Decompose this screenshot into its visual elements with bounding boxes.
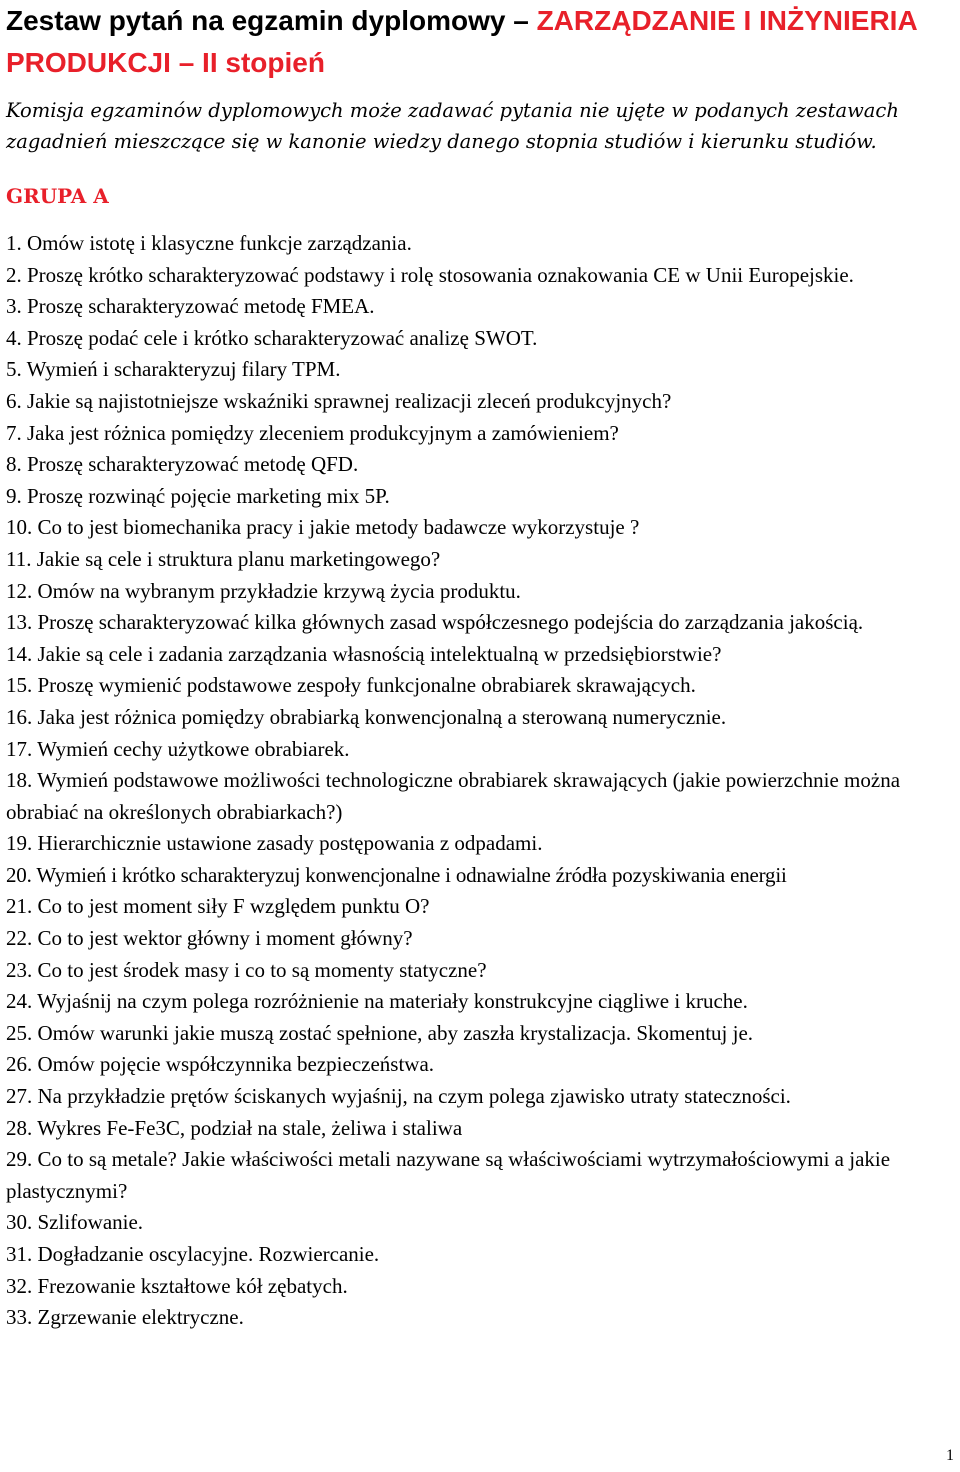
question-item: 28. Wykres Fe-Fe3C, podział na stale, żeliwa i staliwa bbox=[6, 1115, 463, 1140]
question-item: 2. Proszę krótko scharakteryzować podstawy i rolę stosowania oznakowania CE w Unii Europejskie. bbox=[6, 262, 854, 287]
question-item: 20. Wymień i krótko scharakteryzuj konwencjonalne i odnawialne źródła pozyskiwania energii bbox=[6, 862, 787, 887]
question-item: 10. Co to jest biomechanika pracy i jakie metody badawcze wykorzystuje ? bbox=[6, 515, 640, 540]
question-item: 6. Jakie są najistotniejsze wskaźniki sprawnej realizacji zleceń produkcyjnych? bbox=[6, 388, 672, 413]
question-item: 23. Co to jest środek masy i co to są momenty statyczne? bbox=[6, 957, 487, 982]
group-heading: GRUPA A bbox=[6, 184, 109, 208]
question-item: 5. Wymień i scharakteryzuj filary TPM. bbox=[6, 357, 341, 382]
question-item: 16. Jaka jest różnica pomiędzy obrabiarką konwencjonalną a sterowaną numerycznie. bbox=[6, 704, 727, 729]
question-item: 24. Wyjaśnij na czym polega rozróżnienie na materiały konstrukcyjne ciągliwe i kruche. bbox=[6, 989, 748, 1014]
question-item: 9. Proszę rozwinąć pojęcie marketing mix 5P. bbox=[6, 483, 390, 508]
question-item: 7. Jaka jest różnica pomiędzy zleceniem produkcyjnym a zamówieniem? bbox=[6, 420, 619, 445]
question-item: 31. Dogładzanie oscylacyjne. Rozwiercanie. bbox=[6, 1242, 380, 1266]
question-item: 1. Omów istotę i klasyczne funkcje zarządzania. bbox=[6, 231, 412, 255]
question-item: 25. Omów warunki jakie muszą zostać spełnione, aby zaszła krystalizacja. Skomentuj je. bbox=[6, 1020, 754, 1045]
question-item: 32. Frezowanie kształtowe kół zębatych. bbox=[6, 1273, 348, 1298]
title-prefix: Zestaw pytań na egzamin dyplomowy – bbox=[6, 5, 537, 36]
question-item: 13. Proszę scharakteryzować kilka głównych zasad współczesnego podejścia do zarządzania jakością. bbox=[6, 610, 864, 635]
question-item: 22. Co to jest wektor główny i moment główny? bbox=[6, 926, 413, 951]
question-item: 8. Proszę scharakteryzować metodę QFD. bbox=[6, 452, 359, 477]
question-item: 27. Na przykładzie prętów ściskanych wyjaśnij, na czym polega zjawisko utraty stateczności. bbox=[6, 1084, 791, 1109]
question-item: 14. Jakie są cele i zadania zarządzania własnością intelektualną w przedsiębiorstwie? bbox=[6, 641, 722, 666]
question-item: 29. Co to są metale? Jakie właściwości metali nazywane są właściwościami wytrzymałościowymi a jakie plastycznymi? bbox=[6, 1147, 891, 1203]
question-item: 30. Szlifowanie. bbox=[6, 1210, 144, 1235]
question-item: 15. Proszę wymienić podstawowe zespoły funkcjonalne obrabiarek skrawających. bbox=[6, 673, 696, 698]
title-program: ZARZĄDZANIE I INŻYNIERIA PRODUKCJI – II stopień bbox=[6, 5, 917, 78]
question-item: 33. Zgrzewanie elektryczne. bbox=[6, 1305, 244, 1330]
question-item: 11. Jakie są cele i struktura planu marketingowego? bbox=[6, 546, 441, 571]
question-list bbox=[6, 228, 960, 1334]
question-item: 12. Omów na wybranym przykładzie krzywą życia produktu. bbox=[6, 578, 521, 603]
question-item: 17. Wymień cechy użytkowe obrabiarek. bbox=[6, 736, 350, 761]
question-item: 21. Co to jest moment siły F względem punktu O? bbox=[6, 894, 430, 919]
question-item: 26. Omów pojęcie współczynnika bezpieczeństwa. bbox=[6, 1052, 435, 1077]
question-item: 19. Hierarchicznie ustawione zasady postępowania z odpadami. bbox=[6, 831, 543, 856]
question-item: 4. Proszę podać cele i krótko scharakteryzować analizę SWOT. bbox=[6, 325, 538, 350]
question-item: 3. Proszę scharakteryzować metodę FMEA. bbox=[6, 294, 375, 319]
question-item: 18. Wymień podstawowe możliwości technologiczne obrabiarek skrawających (jakie powierzchnie można obrabiać na określonych obrabiarkach?) bbox=[6, 768, 901, 824]
document-title bbox=[6, 0, 946, 84]
intro-note: Komisja egzaminów dyplomowych może zadawać pytania nie ujęte w podanych zestawach zagadnień mieszczące się w kanonie wiedzy danego stopnia studiów i kierunku studiów. bbox=[6, 99, 899, 153]
page-number: 1 bbox=[946, 1447, 954, 1464]
